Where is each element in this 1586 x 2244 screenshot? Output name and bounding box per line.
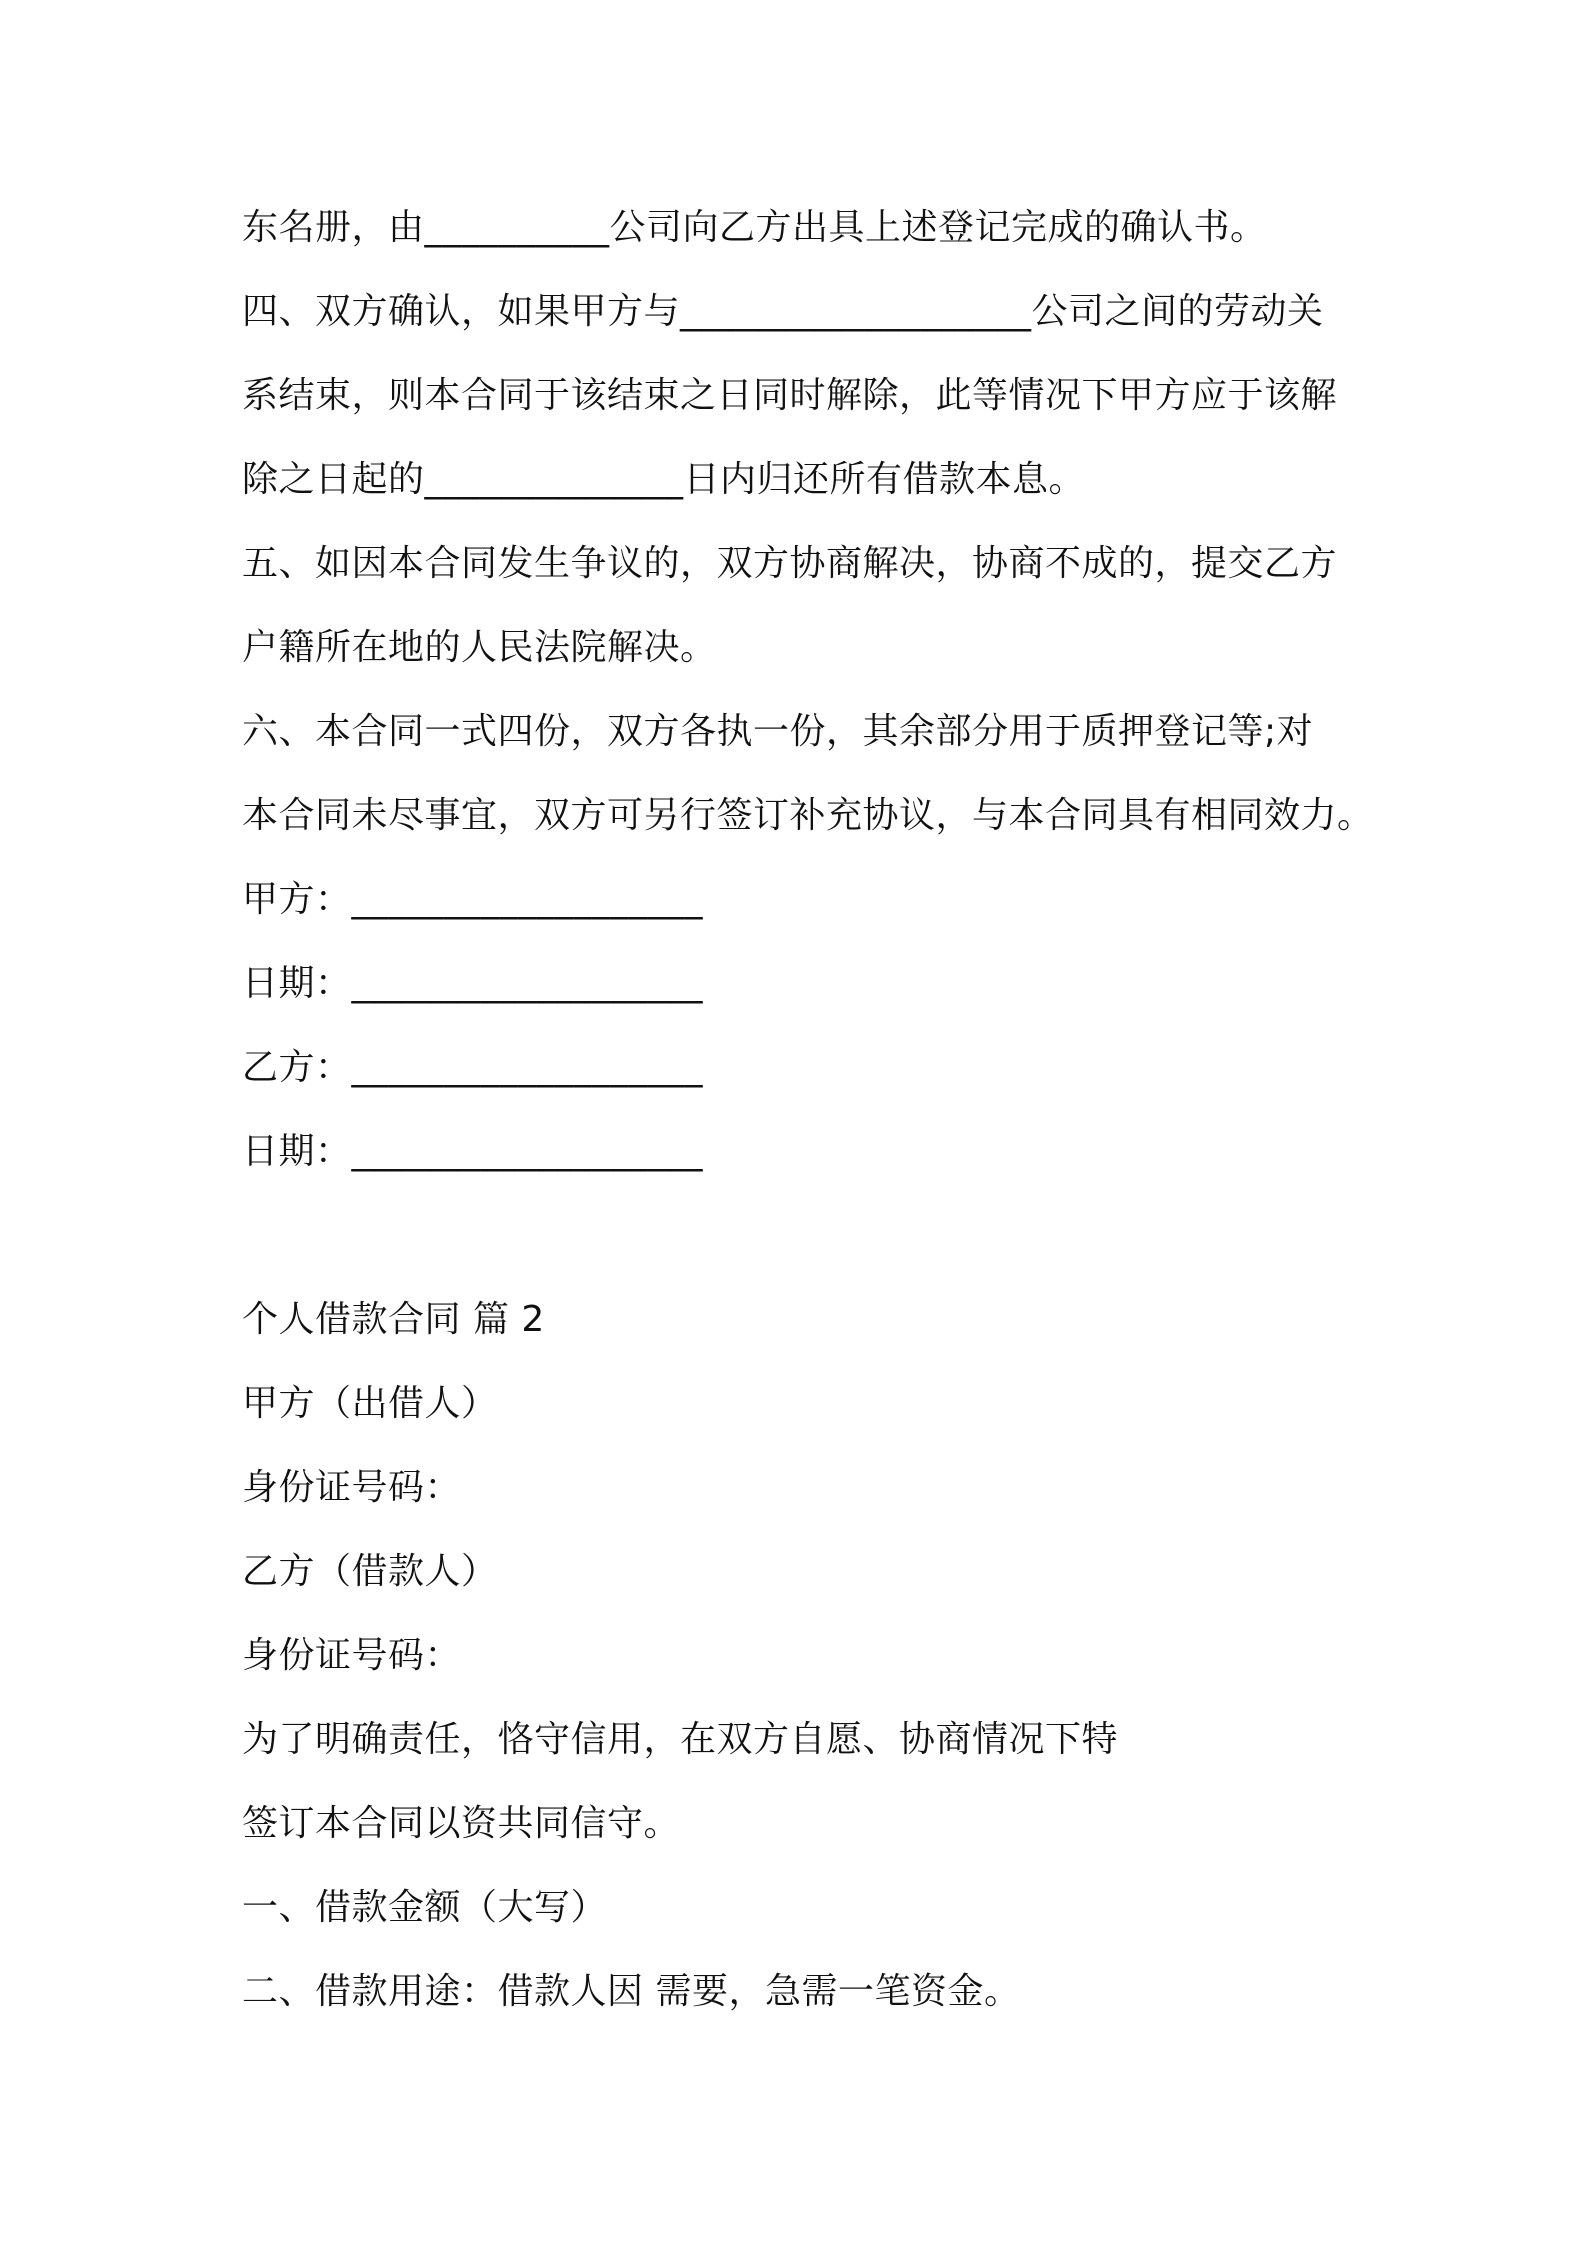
clause-loan-amount: 一、借款金额（大写）	[242, 1887, 608, 1928]
text-line-clause-6-end: 本合同未尽事宜，双方可另行签订补充协议，与本合同具有相同效力。	[242, 795, 1374, 836]
party-b-borrower: 乙方（借款人）	[242, 1551, 498, 1592]
party-b-id-number: 身份证号码：	[242, 1635, 462, 1676]
signature-party-a: 甲方：___________________	[242, 879, 704, 920]
signature-date-a: 日期：___________________	[242, 963, 704, 1004]
text-line-clause-4-middle: 系结束，则本合同于该结束之日同时解除，此等情况下甲方应于该解	[242, 375, 1338, 416]
text-line-clause-5-end: 户籍所在地的人民法院解决。	[242, 627, 717, 668]
signature-date-b: 日期：___________________	[242, 1131, 704, 1172]
section-title: 个人借款合同 篇 2	[242, 1299, 545, 1340]
party-a-id-number: 身份证号码：	[242, 1467, 462, 1508]
text-line-shareholder-register: 东名册，由__________公司向乙方出具上述登记完成的确认书。	[242, 207, 1267, 248]
clause-loan-purpose: 二、借款用途：借款人因 需要，急需一笔资金。	[242, 1971, 1021, 2012]
text-line-clause-4-start: 四、双方确认，如果甲方与___________________公司之间的劳动关	[242, 291, 1324, 332]
text-line-preamble-end: 签订本合同以资共同信守。	[242, 1803, 681, 1844]
text-line-clause-5-start: 五、如因本合同发生争议的，双方协商解决，协商不成的，提交乙方	[242, 543, 1338, 584]
text-line-clause-6-start: 六、本合同一式四份，双方各执一份，其余部分用于质押登记等;对	[242, 711, 1314, 752]
text-line-clause-4-end: 除之日起的______________日内归还所有借款本息。	[242, 459, 1086, 500]
text-line-preamble-start: 为了明确责任，恪守信用，在双方自愿、协商情况下特	[242, 1719, 1119, 1760]
signature-party-b: 乙方：___________________	[242, 1047, 704, 1088]
party-a-lender: 甲方（出借人）	[242, 1383, 498, 1424]
